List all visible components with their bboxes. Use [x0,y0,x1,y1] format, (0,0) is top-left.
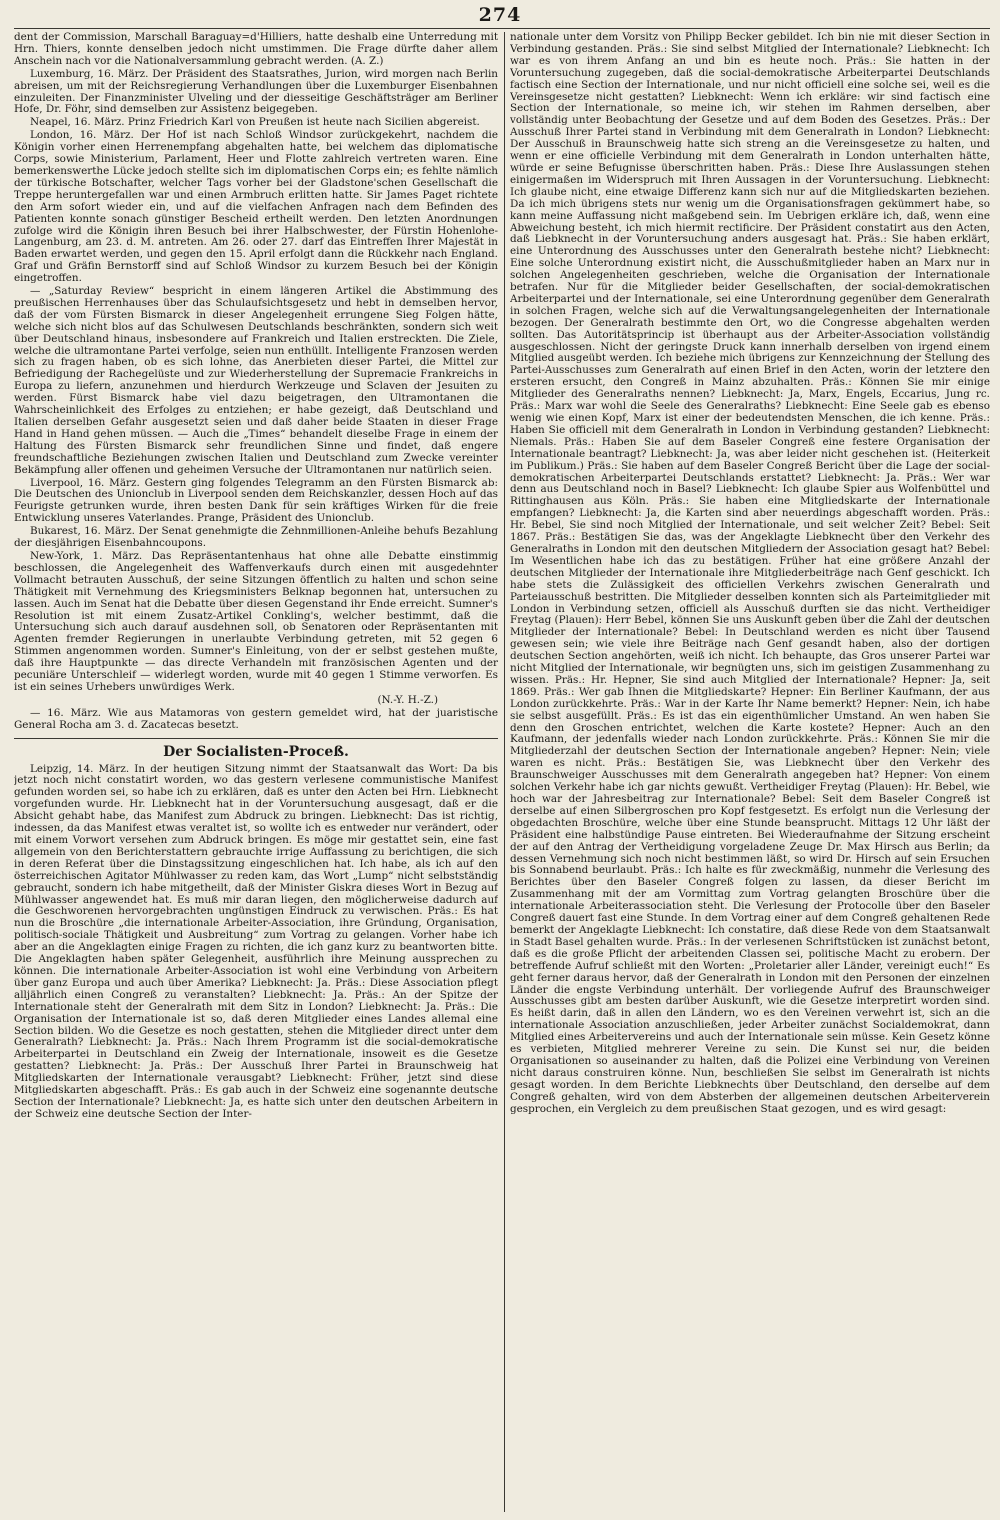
paragraph: London, 16. März. Der Hof ist nach Schloß Windsor zurückgekehrt, nachdem die Königin vorher einen Herrenempfang abgehalten hatte, bei welchem das diplomatische Corps, sowie Ministerium, Parlament, Heer und Flotte zahlreich vertreten waren. Eine bemerkenswerthe Lücke jedoch stellte sich im diplomatischen Corps ein; es fehlte nämlich der türkische Botschafter, welcher Tags vorher bei der Gladstone'schen Gesellschaft die Treppe heruntergefallen war und einen Armbruch erlitten hatte. Sir James Paget richtete den Arm sofort wieder ein, und auf die vielfachen Anfragen nach dem Befinden des Patienten konnte sonach günstiger Bescheid ertheilt werden. Den letzten Anordnungen zufolge wird die Königin ihren Besuch bei ihrer Halbschwester, der Fürstin Hohenlohe-Langenburg, am 23. d. M. antreten. Am 26. oder 27. darf das Eintreffen Ihrer Majestät in Baden erwartet werden, und gegen den 15. April erfolgt dann die Rückkehr nach England. Graf und Gräfin Bernstorff sind auf Schloß Windsor zu kurzem Besuch bei der Königin eingetroffen. [14,129,498,285]
page-number: 274 [478,4,522,26]
paragraph: — 16. März. Wie aus Matamoras von gestern gemeldet wird, hat der juaristische General Rocha am 3. d. Zacatecas besetzt. [14,706,498,731]
paragraph: New-York, 1. März. Das Repräsentantenhaus hat ohne alle Debatte einstimmig beschlossen, die Angelegenheit des Waffenverkaufs durch einen mit ausgedehnter Vollmacht betrauten Ausschuß, der seine Sitzungen öffentlich zu halten und schon seine Thätigkeit mit Vernehmung des Kriegsministers Belknap begonnen hat, untersuchen zu lassen. Auch im Senat hat die Debatte über diesen Gegenstand ihr Ende erreicht. Sumner's Resolution ist mit einem Zusatz-Artikel Conkling's, welcher bestimmt, daß die Untersuchung sich auch darauf ausdehnen soll, ob Senatoren oder Repräsentanten mit Agenten fremder Regierungen in unerlaubte Verbindung getreten, mit 52 gegen 6 Stimmen angenommen worden. Sumner's Einleitung, von der er selbst gestehen mußte, daß ihre Hauptpunkte — das directe Verhandeln mit französischen Agenten und der pecuniäre Unterschleif — widerlegt worden, wurde mit 40 gegen 1 Stimme verworfen. Es ist ein seines Urhebers unwürdiges Werk. [14,549,498,693]
paragraph: Liverpool, 16. März. Gestern ging folgendes Telegramm an den Fürsten Bismarck ab: Die Deutschen des Unionclub in Liverpool senden dem Reichskanzler, dessen Hoch auf das Feurigste getrunken wurde, ihren besten Dank für sein kräftiges Wirken für die freie Entwicklung unseres Vaterlandes. Prange, Präsident des Unionclub. [14,476,498,525]
section-divider [14,738,498,739]
right-column [510,32,990,1514]
paragraph: dent der Commission, Marschall Baraguay=d'Hilliers, hatte deshalb eine Unterredung mit Hrn. Thiers, konnte denselben jedoch nicht umstimmen. Die Frage dürfte daher allem Anschein nach vor die Nationalversammlung gebracht werden. (A. Z.) [14,32,498,67]
paragraph: nationale unter dem Vorsitz von Philipp Becker gebildet. Ich bin nie mit dieser Section in Verbindung gestanden. Präs.: Sie sind selbst Mitglied der Internationale? Liebknecht: Ich war es von ihrem Anfang an und bin es heute noch. Präs.: Sie hatten in der Voruntersuchung zugegeben, daß die social-demokratische Arbeiterpartei Deutschlands factisch eine Section der Internationale, und nur nicht officiell eine solche sei, weil es die Vereinsgesetze nicht gestatten? Liebknecht: Wenn ich erkläre: wir sind factisch eine Section der Internationale, so meine ich, wir stehen im Rahmen derselben, aber vollständig unter Beobachtung der Gesetze und auf dem Boden des Gesetzes. Präs.: Der Ausschuß Ihrer Partei stand in Verbindung mit dem Generalrath in London? Liebknecht: Der Ausschuß in Braunschweig hatte sich streng an die Vereinsgesetze zu halten, und wenn er eine officielle Verbindung mit dem Generalrath in London unterhalten hätte, würde er seine Befugnisse überschritten haben. Präs.: Diese Ihre Auslassungen stehen einigermaßen im Widerspruch mit Ihren Aussagen in der Voruntersuchung. Liebknecht: Ich glaube nicht, eine etwaige Differenz kann sich nur auf die Mitgliedskarten beziehen. Da ich mich übrigens stets nur wenig um die Organisationsfragen gekümmert habe, so kann meine Auffassung nicht maßgebend sein. Im Uebrigen erkläre ich, daß, wenn eine Abweichung besteht, ich mich hiermit rectificire. Der Präsident constatirt aus den Acten, daß Liebknecht in der Voruntersuchung anders ausgesagt hat. Präs.: Sie haben erklärt, eine Unterordnung des Ausschusses unter den Generalrath bestehe nicht? Liebknecht: Eine solche Unterordnung existirt nicht, die Ausschußmitglieder haben an Marx nur in solchen Angelegenheiten geschrieben, welche die Organisation der Internationale betrafen. Nur für die Mitglieder beider Gesellschaften, der social-demokratischen Arbeiterpartei und der Internationale, sei eine Unterordnung gegenüber dem Generalrath in solchen Fragen, welche sich auf die Verwaltungsangelegenheiten der Internationale bezogen. Der Generalrath bestimmte den Ort, wo die Congresse abgehalten werden sollten. Das Autoritätsprincip ist überhaupt aus der Arbeiter-Association vollständig ausgeschlossen. Nicht der geringste Druck kann innerhalb derselben von irgend einem Mitglied ausgeübt werden. Ich beziehe mich übrigens zur Kennzeichnung der Stellung des Partei-Ausschusses zum Generalrath auf einen Brief in den Acten, worin der letztere den ersteren ersucht, den Congreß in Mainz abzuhalten. Präs.: Können Sie mir einige Mitglieder des Generalraths nennen? Liebknecht: Ja, Marx, Engels, Eccarius, Jung rc. Präs.: Marx war wohl die Seele des Generalraths? Liebknecht: Eine Seele gab es ebenso wenig wie einen Kopf, Marx ist einer der bedeutendsten Menschen, die ich kenne. Präs.: Haben Sie officiell mit dem Generalrath in London in Verbindung gestanden? Liebknecht: Niemals. Präs.: Haben Sie auf dem Baseler Congreß eine festere Organisation der Internationale beantragt? Liebknecht: Ja, was aber leider nicht geschehen ist. (Heiterkeit im Publikum.) Präs.: Sie haben auf dem Baseler Congreß Bericht über die Lage der social-demokratischen Arbeiterpartei Deutschlands erstattet? Liebknecht: Ja. Präs.: Wer war denn aus Deutschland noch in Basel? Liebknecht: Ich glaube Spier aus Wolfenbüttel und Rittinghausen aus Köln. Präs.: Sie haben eine Mitgliedskarte der Internationale empfangen? Liebknecht: Ja, die Karten sind aber neuerdings abgeschafft worden. Präs.: Hr. Bebel, Sie sind noch Mitglied der Internationale, und seit welcher Zeit? Bebel: Seit 1867. Präs.: Bestätigen Sie das, was der Angeklagte Liebknecht über den Verkehr des Generalraths in London mit den deutschen Mitgliedern der Association gesagt hat? Bebel: Im Wesentlichen habe ich das zu bestätigen. Früher hat eine größere Anzahl der deutschen Mitglieder der Internationale ihre Mitgliederbeiträge nach Genf geschickt. Ich habe stets die Zulässigkeit des officiellen Verkehrs zwischen Generalrath und Parteiausschuß bestritten. Die Mitglieder desselben konnten sich als Parteimitglieder mit London in Verbindung setzen, officiell als Ausschuß durften sie das nicht. Vertheidiger Freytag (Plauen): Herr Bebel, können Sie uns Auskunft geben über die Zahl der deutschen Mitglieder der Internationale? Bebel: In Deutschland werden es nicht über Tausend gewesen sein; wie viele ihre Beiträge nach Genf gesandt haben, also der dortigen deutschen Section angehörten, weiß ich nicht. Ich behaupte, das Gros unserer Partei war nicht Mitglied der Internationale, wir begnügten uns, sich im geistigen Zusammenhang zu wissen. Präs.: Hr. Hepner, Sie sind auch Mitglied der Internationale? Hepner: Ja, seit 1869. Präs.: Wer gab Ihnen die Mitgliedskarte? Hepner: Ein Berliner Kaufmann, der aus London zurückkehrte. Präs.: War in der Karte Ihr Name bemerkt? Hepner: Nein, ich habe sie selbst ausgefüllt. Präs.: Es ist das ein eigenthümlicher Umstand. An wen haben Sie denn den Groschen entrichtet, welchen die Karte kostete? Hepner: Auch an den Kaufmann, der jedenfalls wieder nach London zurückkehrte. Präs.: Können Sie mir die Mitgliederzahl der deutschen Section der Internationale angeben? Hepner: Nein; viele waren es nicht. Präs.: Bestätigen Sie, was Liebknecht über den Verkehr des Braunschweiger Ausschusses mit dem Generalrath angegeben hat? Hepner: Von einem solchen Verkehr habe ich gar nichts gewußt. Vertheidiger Freytag (Plauen): Hr. Bebel, wie hoch war der Jahresbeitrag zur Internationale? Bebel: Seit dem Baseler Congreß ist derselbe auf einen Silbergroschen pro Kopf festgesetzt. Es erfolgt nun die Verlesung der obgedachten Broschüre, welche über eine Stunde beansprucht. Mittags 12 Uhr läßt der Präsident eine halbstündige Pause eintreten. Bei Wiederaufnahme der Sitzung erscheint der auf den Antrag der Vertheidigung vorgeladene Zeuge Dr. Max Hirsch aus Berlin; da dessen Vernehmung sich noch nicht bestimmen läßt, so wird Dr. Hirsch auf sein Ersuchen bis Sonnabend beurlaubt. Präs.: Ich halte es für zweckmäßig, nunmehr die Verlesung des Berichtes über den Baseler Congreß folgen zu lassen, da dieser Bericht im Zusammenhang mit der am Vormittag zum Vortrag gelangten Broschüre über die internationale Arbeiterassociation steht. Die Verlesung der Protocolle über den Baseler Congreß dauert fast eine Stunde. In dem Vortrag einer auf dem Congreß gehaltenen Rede bemerkt der Angeklagte Liebknecht: Ich constatire, daß diese Rede von dem Staatsanwalt in Stadt Basel gehalten wurde. Präs.: In der verlesenen Schriftstücken ist zunächst betont, daß es die große Pflicht der arbeitenden Classen sei, politische Macht zu erobern. Der betreffende Aufruf schließt mit den Worten: „Proletarier aller Länder, vereinigt euch!“ Es geht ferner daraus hervor, daß der Generalrath in London mit den Personen der einzelnen Länder die engste Verbindung unterhält. Der vorliegende Aufruf des Braunschweiger Ausschusses gibt am besten darüber Auskunft, wie die Gesetze interpretirt worden sind. Es heißt darin, daß in allen den Ländern, wo es den Vereinen verwehrt ist, sich an die internationale Association anzuschließen, jeder Arbeiter zunächst Socialdemokrat, dann Mitglied eines Arbeitervereins und auch der Internationale sein müsse. Kein Gesetz könne es verbieten, Mitglied mehrerer Vereine zu sein. Die Kunst sei nur, die beiden Organisationen so auseinander zu halten, daß die Polizei eine Verbindung von Vereinen nicht daraus construiren könne. Nun, beschließen Sie selbst im Generalrath ist nichts gesagt worden. In dem Berichte Liebknechts über Deutschland, den derselbe auf dem Congreß gehalten, wird von dem Absterben der allgemeinen deutschen Arbeiterverein gesprochen, ein Vergleich zu dem preußischen Staat gezogen, und es wird gesagt: [510,32,990,1115]
section-title: Der Socialisten-Proceß. [163,743,349,760]
paragraph: Luxemburg, 16. März. Der Präsident des Staatsrathes, Jurion, wird morgen nach Berlin abreisen, um mit der Reichsregierung Verhandlungen über die Luxemburger Eisenbahnen einzuleiten. Der Finanzminister Ulveling und der diesseitige Geschäftsträger am Berliner Hofe, Dr. Föhr, sind demselben zur Assistenz beigegeben. [14,67,498,116]
paragraph: Leipzig, 14. März. In der heutigen Sitzung nimmt der Staatsanwalt das Wort: Da bis jetzt noch nicht constatirt worden, wo das gestern verlesene communistische Manifest gefunden worden sei, so habe ich zu erklären, daß es unter den Acten bei Hrn. Liebknecht vorgefunden wurde. Hr. Liebknecht hat in der Voruntersuchung ausgesagt, daß er die Absicht gehabt habe, das Manifest zum Abdruck zu bringen. Liebknecht: Das ist richtig, indessen, da das Manifest etwas veraltet ist, so wollte ich es entweder nur verändert, oder mit einem Vorwort versehen zum Abdruck bringen. Es möge mir gestattet sein, eine fast allgemein von den Berichterstattern gebrauchte irrige Auffassung zu berichtigen, die sich in deren Referat über die Dinstagssitzung eingeschlichen hat. Ich habe, als ich auf den österreichischen Agitator Mühlwasser zu reden kam, das Wort „Lump“ nicht selbstständig gebraucht, sondern ich habe mitgetheilt, daß der Minister Giskra dieses Wort in Bezug auf Mühlwasser angewendet hat. Es muß mir daran liegen, den möglicherweise dadurch auf die Geschworenen hervorgebrachten ungünstigen Eindruck zu verwischen. Präs.: Es hat nun die Broschüre „die internationale Arbeiter-Association, ihre Gründung, Organisation, politisch-sociale Thätigkeit und Ausbreitung“ zum Vortrag zu gelangen. Vorher habe ich aber an die Angeklagten einige Fragen zu richten, die ich ganz kurz zu beantworten bitte. Die Angeklagten haben später Gelegenheit, ausführlich ihre Meinung aussprechen zu können. Die internationale Arbeiter-Association ist wohl eine Verbindung von Arbeitern über ganz Europa und auch über Amerika? Liebknecht: Ja. Präs.: Diese Association pflegt alljährlich einen Congreß zu veranstalten? Liebknecht: Ja. Präs.: An der Spitze der Internationale steht der Generalrath mit dem Sitz in London? Liebknecht: Ja. Präs.: Die Organisation der Internationale ist so, daß deren Mitglieder eines Landes allemal eine Section bilden. Wo die Gesetze es noch gestatten, stehen die Mitglieder direct unter dem Generalrath? Liebknecht: Ja. Präs.: Nach Ihrem Programm ist die social-demokratische Arbeiterpartei in Deutschland ein Zweig der Internationale, insoweit es die Gesetze gestatten? Liebknecht: Ja. Präs.: Der Ausschuß Ihrer Partei in Braunschweig hat Mitgliedskarten der Internationale verausgabt? Liebknecht: Früher, jetzt sind diese Mitgliedskarten abgeschafft. Präs.: Es gab auch in der Schweiz eine sogenannte deutsche Section der Internationale? Liebknecht: Ja, es hatte sich unter den deutschen Arbeitern in der Schweiz eine deutsche Section der Inter- [14,762,498,1120]
header-rule [14,28,990,29]
column-divider [504,32,505,1512]
left-column [14,32,498,1514]
paragraph: — „Saturday Review“ bespricht in einem längeren Artikel die Abstimmung des preußischen Herrenhauses über das Schulaufsichtsgesetz und hebt in demselben hervor, daß der vom Fürsten Bismarck in dieser Angelegenheit errungene Sieg Folgen hätte, welche sich nicht blos auf das Schulwesen Deutschlands beschränkten, sondern sich weit über Deutschland hinaus, insbesondere auf Frankreich und Italien erstreckten. Die Ziele, welche die ultramontane Partei verfolge, seien nun enthüllt. Intelligente Franzosen werden sich zu fragen haben, ob es sich lohne, das Anerbieten dieser Partei, die Mittel zur Befriedigung der Rachegelüste und zur Wiederherstellung der Supremacie Frankreichs in Europa zu liefern, anzunehmen und hierdurch Werkzeuge und Sclaven der Jesuiten zu werden. Fürst Bismarck habe viel dazu beigetragen, den Ultramontanen die Wahrscheinlichkeit des Erfolges zu entziehen; er habe gezeigt, daß Deutschland und Italien derselben Gefahr ausgesetzt seien und daß daher beide Staaten in dieser Frage Hand in Hand gehen müssen. — Auch die „Times“ behandelt dieselbe Frage in einem der Haltung des Fürsten Bismarck sehr freundlichen Sinne und findet, daß engere freundschaftliche Beziehungen zwischen Italien und Deutschland zum Zwecke vereinter Bekämpfung aller offenen und geheimen Versuche der Ultramontanen nur natürlich seien. [14,285,498,476]
source-signature: (N.-Y. H.-Z.) [377,693,438,706]
paragraph: Neapel, 16. März. Prinz Friedrich Karl von Preußen ist heute nach Sicilien abgereist. [30,116,480,129]
paragraph: Bukarest, 16. März. Der Senat genehmigte die Zehnmillionen-Anleihe behufs Bezahlung der diesjährigen Eisenbahncoupons. [14,525,498,550]
